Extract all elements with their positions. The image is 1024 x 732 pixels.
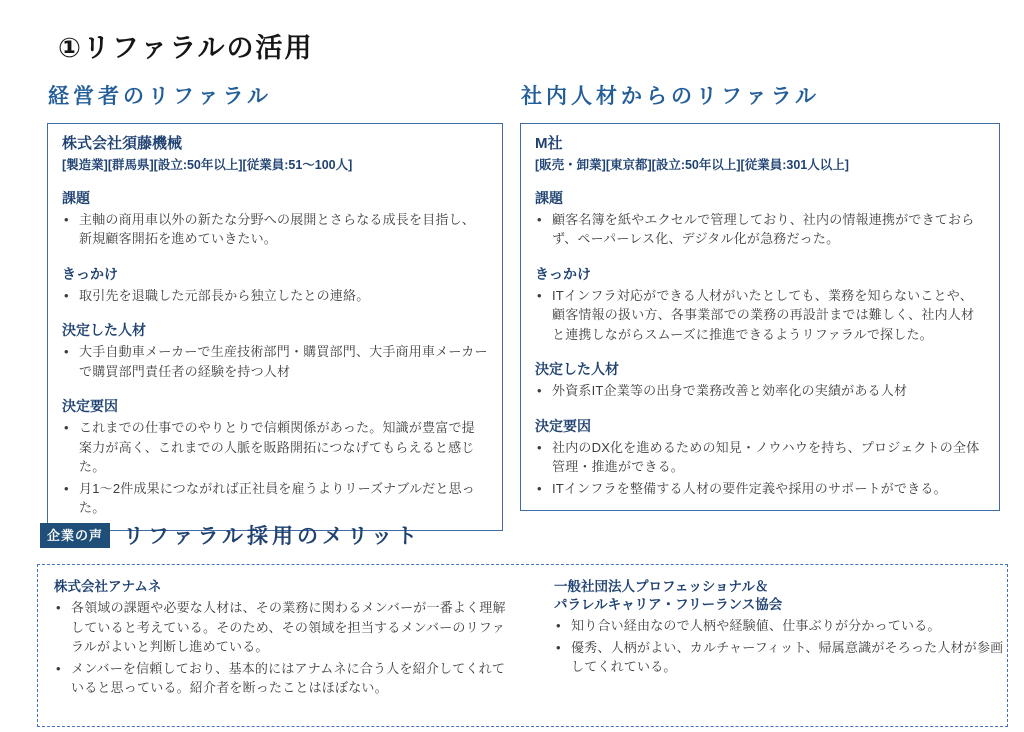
section-heading-decision: 決定要因 (62, 398, 118, 415)
column-header: 社内人材からのリファラル (521, 85, 820, 108)
list-item (62, 286, 488, 306)
list-item (554, 616, 1014, 636)
column-header: 経営者のリファラル (48, 85, 272, 108)
list-item (535, 381, 985, 401)
voice-of-companies-badge: 企業の声 (40, 523, 110, 548)
list-item (62, 479, 488, 518)
bullet-text: ITインフラを整備する人材の要件定義や採用のサポートができる。 (552, 480, 947, 496)
bullet-icon: • (556, 639, 561, 655)
column-internal-referral (520, 84, 1000, 531)
bullet-icon: • (64, 344, 69, 360)
bullet-icon: • (64, 480, 69, 496)
merit-entry-freelance-association (554, 578, 1014, 713)
company-name: 一般社団法人プロフェッショナル＆ (554, 579, 769, 594)
company-tags: [製造業][群馬県][設立:50年以上][従業員:51～100人] (62, 157, 353, 172)
merits-box (37, 564, 1008, 727)
bullet-icon: • (537, 287, 542, 303)
bullet-icon: • (56, 660, 61, 676)
bullet-text: 取引先を退職した元部長から独立したとの連絡。 (79, 287, 370, 303)
bullet-text: 顧客名簿を紙やエクセルで管理しており、社内の情報連携ができておらず、ペーパーレス化、デジタル化が急務だった。 (552, 211, 975, 247)
bullet-icon: • (556, 618, 561, 634)
case-box-sudo-kikai (47, 123, 503, 531)
bullet-text: 外資系IT企業等の出身で業務改善と効率化の実績がある人材 (552, 383, 908, 399)
bullet-icon: • (64, 287, 69, 303)
section-heading-trigger: きっかけ (62, 265, 118, 282)
page-title: ①リファラルの活用 (58, 33, 314, 63)
list-item (62, 210, 488, 249)
list-item (62, 418, 488, 477)
section-heading-issue: 課題 (535, 189, 563, 206)
company-tags: [販売・卸業][東京都][設立:50年以上][従業員:301人以上] (535, 157, 849, 172)
company-name: 株式会社須藤機械 (62, 135, 183, 153)
bullet-text: メンバーを信頼しており、基本的にはアナムネに合う人を紹介してくれていると思っている。紹介者を断ったことはほぼない。 (71, 660, 506, 696)
list-item (54, 598, 514, 657)
list-item (535, 210, 985, 249)
case-box-m-sha (520, 123, 1000, 511)
section-heading-talent: 決定した人材 (62, 322, 146, 339)
company-name-line2: パラレルキャリア・フリーランス協会 (554, 597, 783, 613)
list-item (535, 479, 985, 499)
bullet-icon: • (537, 383, 542, 399)
merit-entry-anamune (54, 578, 514, 713)
bullet-text: 月1～2件成果につながれば正社員を雇うよりリーズナブルだと思った。 (79, 480, 475, 516)
bullet-text: 主軸の商用車以外の新たな分野への展開とさらなる成長を目指し、新規顧客開拓を進めていきたい。 (79, 211, 476, 247)
list-item (554, 638, 1014, 677)
bullet-icon: • (64, 211, 69, 227)
merits-header (40, 520, 421, 550)
company-name: 株式会社アナムネ (54, 579, 162, 594)
column-executive-referral (47, 84, 503, 531)
bullet-icon: • (537, 439, 542, 455)
section-heading-talent: 決定した人材 (535, 361, 619, 378)
merits-title: リファラル採用のメリット (123, 525, 422, 548)
bullet-text: ITインフラ対応ができる人材がいたとしても、業務を知らないことや、顧客情報の扱い方、各事業部での業務の再設計までは難しく、社内人材と連携しながらスムーズに推進できるようリファラルで探した。 (552, 287, 975, 342)
bullet-text: 知り合い経由なので人柄や経験値、仕事ぶりが分かっている。 (571, 618, 941, 634)
bullet-text: これまでの仕事でのやりとりで信頼関係があった。知識が豊富で提案力が高く、これまでの人脈を販路開拓につなげてもらえると感じた。 (79, 420, 475, 475)
bullet-text: 優秀、人柄がよい、カルチャーフィット、帰属意識がそろった人材が参画してくれている。 (571, 639, 1004, 675)
section-heading-trigger: きっかけ (535, 265, 591, 282)
list-item (535, 438, 985, 477)
company-name: M社 (535, 135, 563, 153)
list-item (54, 659, 514, 698)
bullet-text: 各領域の課題や必要な人材は、その業務に関わるメンバーが一番よく理解していると考えている。そのため、その領域を担当するメンバーのリファラルがよいと判断し進めている。 (71, 600, 506, 655)
bullet-text: 大手自動車メーカーで生産技術部門・購買部門、大手商用車メーカーで購買部門責任者の経験を持つ人材 (79, 344, 488, 379)
case-columns (47, 84, 1000, 531)
bullet-icon: • (64, 420, 69, 436)
bullet-icon: • (537, 211, 542, 227)
section-heading-issue: 課題 (62, 189, 90, 206)
list-item (535, 286, 985, 345)
section-heading-decision: 決定要因 (535, 417, 591, 434)
bullet-icon: • (56, 600, 61, 616)
bullet-text: 社内のDX化を進めるための知見・ノウハウを持ち、プロジェクトの全体管理・推進ができる。 (552, 439, 980, 475)
bullet-icon: • (537, 480, 542, 496)
list-item (62, 342, 488, 381)
